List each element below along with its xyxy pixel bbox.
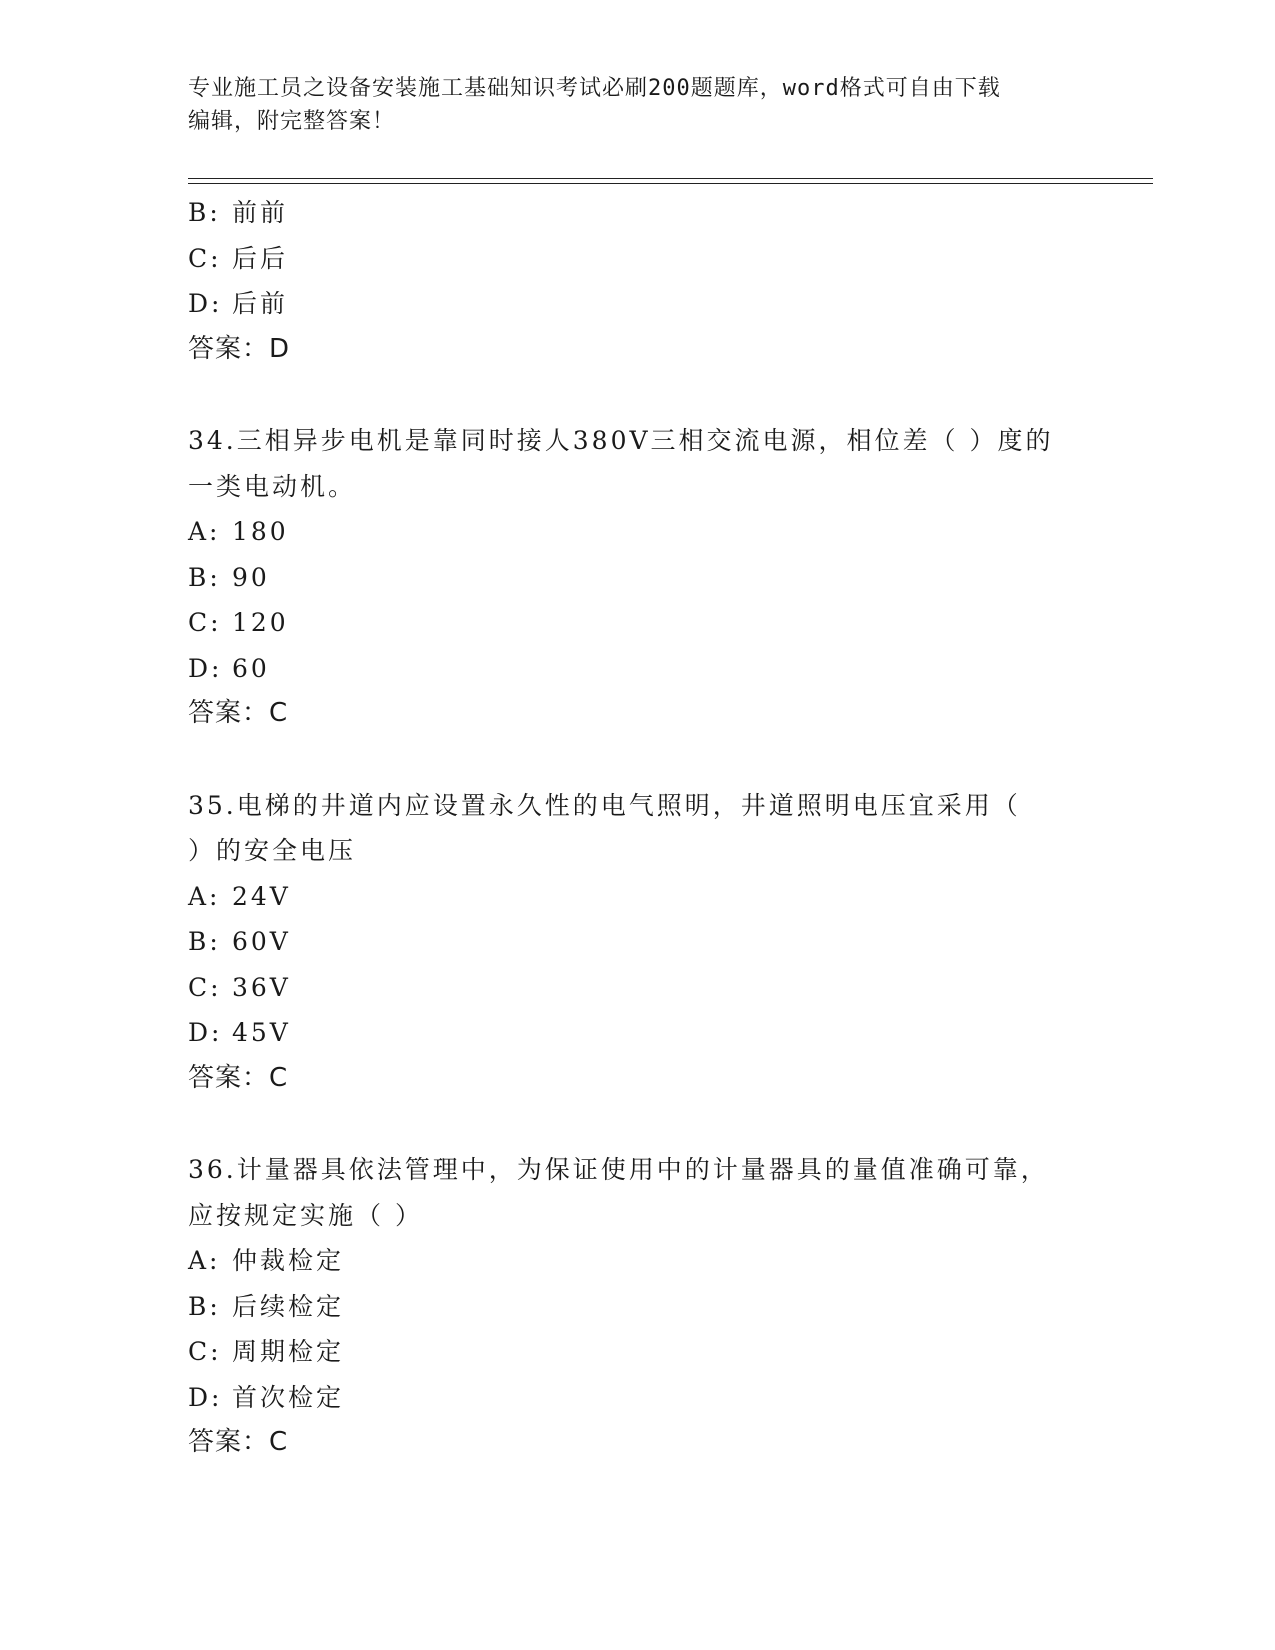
option-d: D: 首次检定 [188,1382,345,1412]
question-list [188,190,1088,1466]
option-c: C: 36V [188,972,291,1002]
option-a: A: 180 [188,517,289,546]
option-a: A: 24V [188,881,291,911]
option-b: B: 90 [188,562,270,592]
option-c: C: 后后 [188,243,289,273]
question-stem: 34.三相异步电机是靠同时接人380V三相交流电源，相位差（ ）度的 [188,426,1054,455]
answer-line: 答案：D [188,333,291,364]
question-33-continued [188,190,1088,372]
answer-line: 答案：C [188,1427,289,1457]
question-stem: 36.计量器具依法管理中，为保证使用中的计量器具的量值准确可靠， [188,1155,1049,1184]
question-stem-cont: 应按规定实施（ ） [188,1200,423,1230]
option-b: B: 60V [188,927,291,956]
question-34 [188,418,1088,737]
option-a: A: 仲裁检定 [188,1246,345,1275]
header-divider-bottom [188,183,1153,184]
header-title-line-2: 编辑，附完整答案！ [188,109,396,134]
option-c: C: 周期检定 [188,1337,345,1366]
option-d: D: 后前 [188,289,289,318]
answer-line: 答案：C [188,698,289,728]
option-c: C: 120 [188,608,289,637]
option-b: B: 前前 [188,198,289,227]
option-b: B: 后续检定 [188,1291,345,1321]
question-stem-cont: 一类电动机。 [188,471,357,501]
question-stem: 35.电梯的井道内应设置永久性的电气照明，井道照明电压宜采用（ [188,790,1021,820]
option-d: D: 60 [188,653,270,683]
header-title-line-1: 专业施工员之设备安装施工基础知识考试必刷200题题库，word格式可自由下载 [188,76,1001,101]
question-36 [188,1147,1088,1466]
option-d: D: 45V [188,1018,291,1047]
question-35 [188,783,1088,1102]
question-stem-cont: ）的安全电压 [188,836,357,865]
header-divider-top [188,178,1153,179]
document-header [188,72,1068,138]
answer-line: 答案：C [188,1062,289,1093]
